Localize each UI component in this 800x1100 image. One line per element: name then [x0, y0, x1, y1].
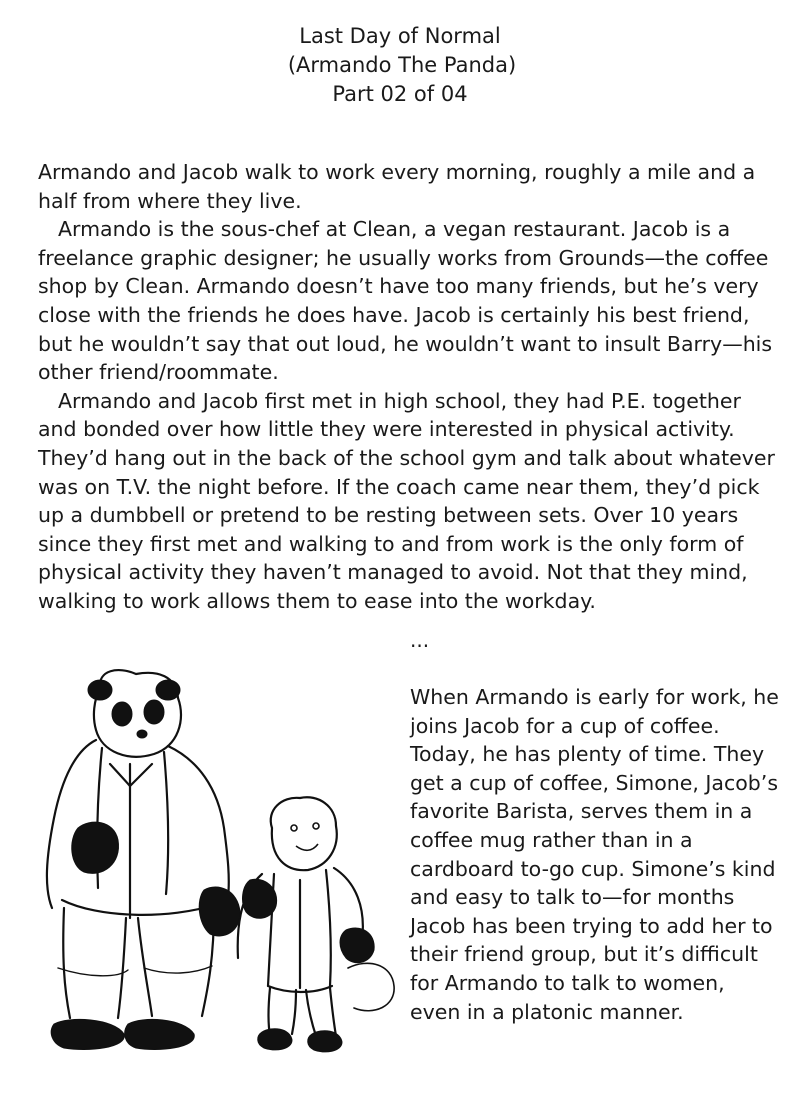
title-line-2: (Armando The Panda): [287, 53, 517, 77]
paragraph-3: Armando and Jacob first met in high school, they had P.E. together and bonded over how little they were interested in physical activity. They’d hang out in the back of the school gym and talk about whatever was on T.V. the night before. If the coach came near them, they’d pick up a dumbbell or pretend to be resting between sets. Over 10 years since they first met and walking to and from work is the only form of physical activity they haven’t managed to avoid. Not that they mind, walking to work allows them to ease into the workday.: [38, 388, 775, 613]
title-line-1: Last Day of Normal: [299, 24, 501, 48]
paragraph-2: Armando is the sous-chef at Clean, a vegan restaurant. Jacob is a freelance graphic designer; he usually works from Grounds—the coffee shop by Clean. Armando doesn’t have too many friends, but he’s very close with the friends he does have. Jacob is certainly his best friend, but he wouldn’t say that out loud, he wouldn’t want to insult Barry—his other friend/roommate.: [38, 217, 773, 385]
paragraph-1: Armando and Jacob walk to work every morning, roughly a mile and a half from where they live.: [38, 160, 756, 213]
panda-and-friend-illustration: [18, 668, 398, 1078]
story-title: [0, 22, 800, 109]
title-line-3: Part 02 of 04: [332, 82, 468, 106]
side-paragraph: When Armando is early for work, he joins Jacob for a cup of coffee. Today, he has plenty of time. They get a cup of coffee, Simone, Jacob’s favorite Barista, serves them in a coffee mug rather than in a cardboard to-go cup. Simone’s kind and easy to talk to—for months Jacob has been trying to add her to their friend group, but it’s difficult for Armando to talk to women, even in a platonic manner.: [410, 685, 779, 1024]
section-separator: ...: [410, 628, 430, 652]
story-body: [38, 158, 778, 616]
